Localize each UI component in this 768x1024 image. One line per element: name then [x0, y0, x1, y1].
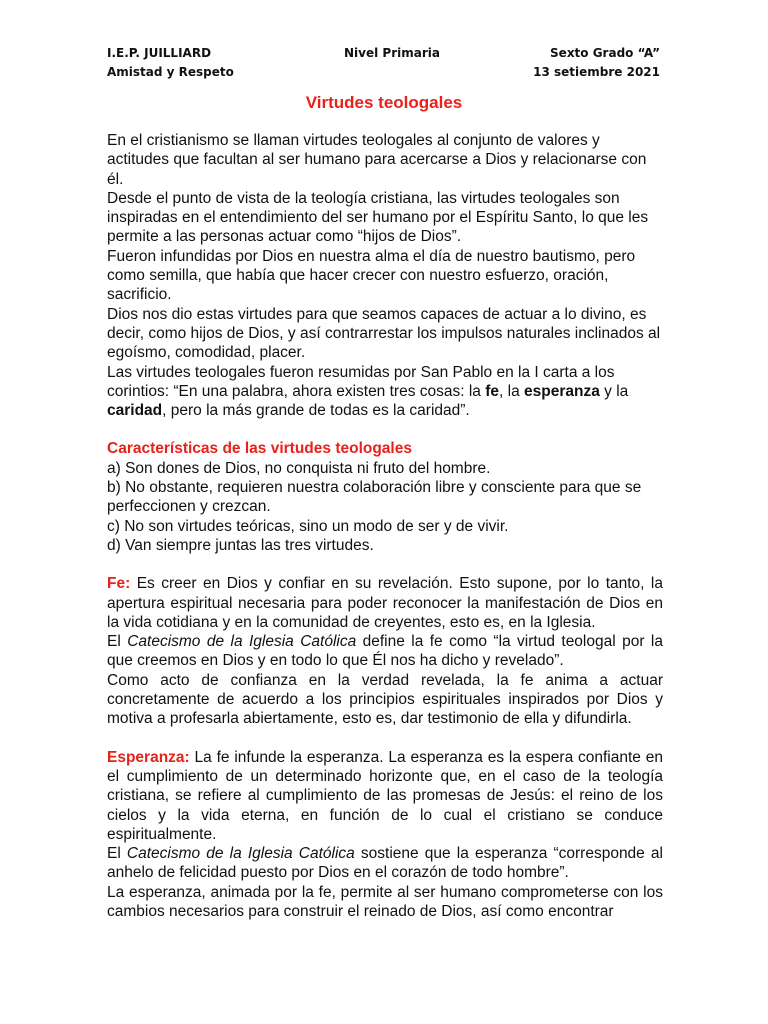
fe-text: define la fe como “la virtud teologal por la que creemos en Dios y en todo lo que Él nos ha dicho y revelado”.	[107, 633, 663, 670]
intro-paragraph-3: Fueron infundidas por Dios en nuestra alma el día de nuestro bautismo, pero como semilla, que había que hacer crecer con nuestro esfuerzo, oración, sacrificio.	[107, 247, 636, 304]
spacer	[107, 555, 663, 574]
characteristic-item: a) Son dones de Dios, no conquista ni fruto del hombre.	[107, 459, 491, 477]
school-motto: Amistad y Respeto	[107, 65, 234, 79]
level-label: Nivel Primaria	[344, 46, 440, 60]
keyword-caridad: caridad	[107, 402, 163, 420]
characteristic-item: c) No son virtudes teóricas, sino un modo de ser y de vivir.	[107, 517, 509, 535]
page-title: Virtudes teologales	[305, 93, 463, 112]
characteristic-item: d) Van siempre juntas las tres virtudes.	[107, 536, 374, 554]
esperanza-label: Esperanza:	[107, 748, 190, 766]
characteristics-heading: Características de las virtudes teologales	[107, 440, 412, 458]
esperanza-text: sostiene que la esperanza “corresponde al anhelo de felicidad puesto por Dios en el corazón de todo hombre”.	[107, 845, 663, 882]
esperanza-paragraph-2	[107, 844, 663, 883]
quote-text: , pero la más grande de todas es la caridad”.	[162, 402, 470, 420]
date-label: 13 setiembre 2021	[533, 65, 660, 79]
school-name: I.E.P. JUILLIARD	[107, 46, 212, 60]
grade-label: Sexto Grado “A”	[550, 46, 660, 60]
spacer	[107, 420, 663, 439]
fe-text: El	[107, 633, 128, 651]
catechism-title: Catecismo de la Iglesia Católica	[126, 845, 355, 863]
fe-paragraph-2	[107, 632, 663, 671]
quote-text: , la	[499, 382, 525, 400]
fe-paragraph-1	[107, 574, 663, 632]
document-body	[107, 131, 663, 921]
esperanza-text: El	[107, 845, 127, 863]
fe-label: Fe:	[107, 575, 131, 593]
intro-paragraph-1: En el cristianismo se llaman virtudes teologales al conjunto de valores y actitudes que facultan al ser humano para acercarse a Dios y relacionarse con él.	[107, 132, 647, 188]
fe-paragraph-3: Como acto de confianza en la verdad revelada, la fe anima a actuar concretamente de acuerdo a los principios espirituales inspirados por Dios y motiva a profesarla abiertamente, esto es, dar testimonio de ella y difundirla.	[107, 671, 663, 728]
esperanza-paragraph-3: La esperanza, animada por la fe, permite al ser humano comprometerse con los cambios necesarios para construir el reinado de Dios, así como encontrar	[107, 883, 663, 920]
keyword-esperanza: esperanza	[524, 382, 600, 400]
intro-paragraph-5	[107, 363, 663, 421]
keyword-fe: fe	[485, 382, 500, 400]
esperanza-paragraph-1	[107, 748, 663, 844]
quote-text: Las virtudes teologales fueron resumidas por San Pablo en la I carta a los corintios: “En una palabra, ahora existen tres cosas: la	[107, 363, 615, 400]
catechism-title: Catecismo de la Iglesia Católica	[127, 633, 357, 651]
spacer	[107, 729, 663, 748]
esperanza-text: La fe infunde la esperanza. La esperanza es la espera confiante en el cumplimiento de un determinado horizonte que, en el caso de la teología cristiana, se refiere al cumplimiento de las promesas de Jesús: el reino de los cielos y la vida eterna, en función de lo cual el cristiano se conduce espiritualmente.	[107, 748, 663, 843]
quote-text: y la	[599, 382, 629, 400]
characteristic-item: b) No obstante, requieren nuestra colaboración libre y consciente para que se perfeccionen y crezcan.	[107, 479, 642, 516]
intro-paragraph-4: Dios nos dio estas virtudes para que seamos capaces de actuar a lo divino, es decir, como hijos de Dios, y así contrarrestar los impulsos naturales inclinados al egoísmo, comodidad, placer.	[107, 305, 661, 362]
fe-text: Es creer en Dios y confiar en su revelación. Esto supone, por lo tanto, la apertura espiritual necesaria para poder reconocer la manifestación de Dios en la vida cotidiana y en la comunidad de creyentes, esto es, en la Iglesia.	[107, 575, 663, 631]
intro-paragraph-2: Desde el punto de vista de la teología cristiana, las virtudes teologales son inspiradas en el entendimiento del ser humano por el Espíritu Santo, lo que les permite a las personas actuar como “hijos de Dios”.	[107, 189, 649, 246]
